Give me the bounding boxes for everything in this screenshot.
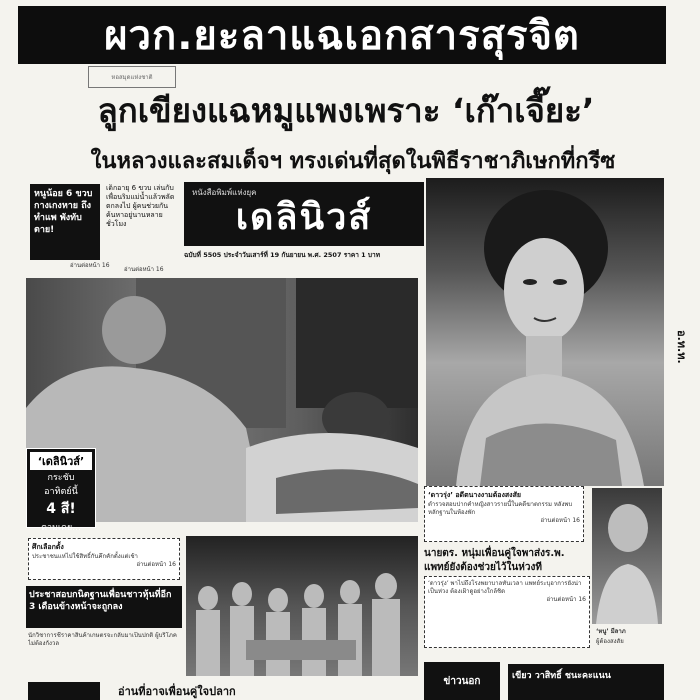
teaser-left-headline: หนูน้อย 6 ขวบ กางเกงหาย ถึงทำแพ พังทับตาย! [34, 189, 93, 235]
teaser-left-ref: อ่านต่อหน้า 16 [70, 262, 110, 269]
masthead [184, 182, 424, 276]
library-stamp: หอสมุดแห่งชาติ [88, 66, 176, 88]
main-headline: ผวก.ยะลาแฉเอกสารสุรจิต [18, 6, 666, 64]
masthead-title: เดลินิวส์ [235, 197, 373, 238]
royal-headline: ในหลวงและสมเด็จฯ ทรงเด่นที่สุดในพิธีราชาภิเษกที่กรีซ [90, 148, 616, 174]
crowd-photo [186, 536, 418, 676]
bottom-left-text: นักวิชาการชี้ราคาสินค้าเกษตรจะกลับมาเป็นปกติ ผู้บริโภคไม่ต้องกังวล [28, 632, 177, 647]
bottom-left-box-title: ศึกเลือกตั้ง [32, 543, 64, 551]
bottom-center-ref: อ่านต่อหน้า 16 [546, 596, 586, 603]
sub-headline: ลูกเขียงแฉหมูแพงเพราะ ‘เก๊าเจี๊ยะ’ [97, 90, 595, 130]
suspect-illustration [592, 488, 662, 624]
teaser-column-text: เด็กอายุ 6 ขวบ เล่นกับเพื่อนริมแม่น้ำแล้วพลัดตกลงไป ผู้คนช่วยกันค้นหาอยู่นานหลายชั่วโมง [106, 184, 175, 228]
side-mark: อ.ท.ท. [675, 330, 688, 364]
suspect-mini-photo [592, 488, 662, 624]
teaser-column [106, 184, 182, 268]
bottom-right-logo: ข่าวนอก [424, 662, 500, 700]
bottom-center-text: ‘ดาวรุ่ง’ พาไปถึงโรงพยาบาลทันเวลา แพทย์ระบุอาการยังน่าเป็นห่วง ต้องเฝ้าดูอย่างใกล้ชิด [428, 580, 582, 595]
bottom-left-box-ref: อ่านต่อหน้า 16 [136, 561, 176, 568]
bottom-right-text: เขียว วาสิทธิ์ ชนะคะแนน [508, 664, 664, 700]
bottom-center-text-box [424, 576, 590, 648]
bottom-left-logo [28, 682, 100, 700]
right-caption-text: ตำรวจสอบปากคำหญิงสาวรายนี้ในคดีฆาตกรรม หลังพบหลักฐานในห้องพัก [428, 501, 573, 516]
woman-portrait-photo [426, 178, 664, 486]
promo-line-1: กระชับ [47, 473, 75, 483]
bottom-left-headline: ประชาสอบกนิตฐานเพื่อนชาวหุ้นที่อีก 3 เดือนข้างหน้าจะถูกลง [26, 586, 182, 628]
woman-portrait-illustration [426, 178, 664, 486]
teaser-column-ref: อ่านต่อหน้า 16 [124, 266, 164, 273]
masthead-logo-box [184, 182, 424, 246]
masthead-issue-line: ฉบับที่ 5505 ประจำวันเสาร์ที่ 19 กันยายน พ.ศ. 2507 ราคา 1 บาท [184, 251, 380, 259]
promo-line-3: 4 สี! [46, 501, 76, 517]
right-caption-box [424, 486, 584, 542]
bottom-ticker: อ่านที่อาจเพื่อนคู่ใจปลาก [118, 685, 236, 698]
bottom-left-box [28, 538, 180, 580]
promo-line-2: อาทิตย์นี้ [44, 487, 78, 497]
dailynews-promo [26, 448, 96, 533]
promo-title: ‘เดลินิวส์’ [30, 452, 92, 470]
right-caption-ref: อ่านต่อหน้า 16 [540, 517, 580, 524]
masthead-tagline: หนังสือพิมพ์แห่งยุค [192, 188, 257, 197]
promo-line-4: ตามเคย... [41, 523, 81, 533]
mini-photo-caption-2: ผู้ต้องสงสัย [596, 638, 624, 645]
crowd-illustration [186, 536, 418, 676]
bottom-center-subhead: แพทย์ยังต้องช่วยไว้ในห่วงที [424, 562, 542, 573]
mini-photo-caption: ‘หนู’ มีลาภ [596, 628, 626, 635]
bottom-center-head: นายตร. หนุ่มเพื่อนคู่ใจพาส่งร.พ. [424, 548, 565, 559]
teaser-left-box [30, 184, 100, 260]
bottom-left-box-text: ประชาชนแห่ไปใช้สิทธิ์กันคึกคักตั้งแต่เช้า [32, 553, 138, 560]
right-caption-title: ‘ดาวรุ่ง’ อดีตนางงามต้องสงสัย [428, 491, 521, 499]
